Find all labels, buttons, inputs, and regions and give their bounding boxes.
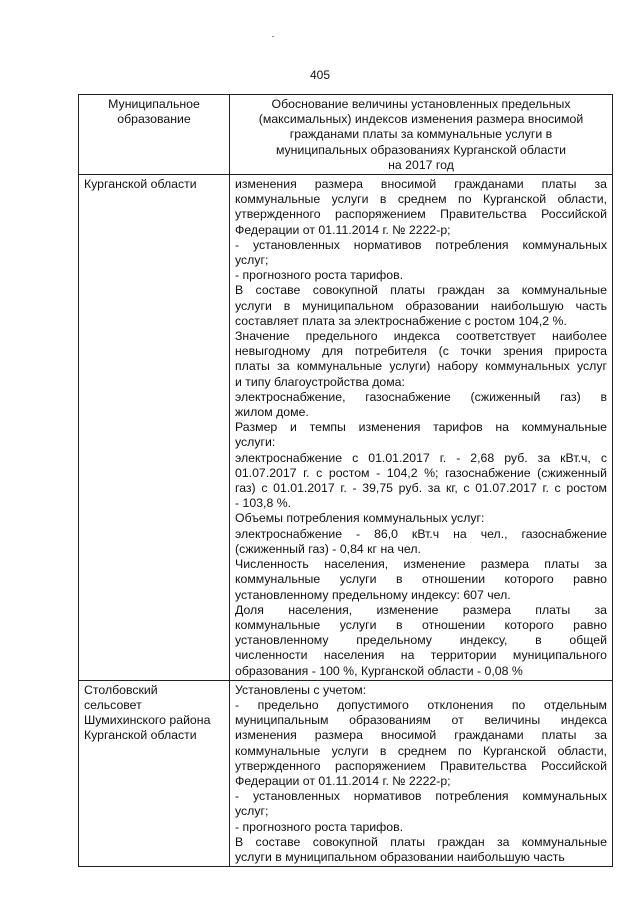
text-line: Численность населения, изменение размера платы за [235,557,607,572]
text-line: изменения размера вносимой гражданами платы за [235,177,607,192]
text-line: услуги: [235,435,276,450]
text-line: - прогнозного роста тарифов. [235,268,404,283]
text-line: газ) с 01.01.2017 г. - 39,75 руб. за кг, с 01.07.2017 г. с ростом [235,481,607,496]
text-line: муниципальных образованиях Курганской области [275,142,567,157]
text-line: 01.07.2017 г. с ростом - 104,2 %; газоснабжение (сжиженный [235,465,607,480]
indices-table [78,94,613,867]
text-line: Размер и темпы изменения тарифов на коммунальные [235,420,607,435]
municipality-cell [79,175,230,681]
justification-cell [230,680,613,866]
text-line: - установленных нормативов потребления коммунальных [235,789,607,804]
text-line: Курганской области [84,728,197,743]
text-line: Шумихинского района [84,713,211,728]
municipality-cell [79,680,230,866]
text-line: коммунальные услуги в отношении которого равно [235,617,607,632]
text-line: составляет плата за электроснабжение с ростом 104,2 %. [235,313,567,328]
text-line: (максимальных) индексов изменения размера вносимой [258,112,584,127]
text-line: образования - 100 %, Курганской области - 0,08 % [235,663,523,678]
text-line: - предельно допустимого отклонения по отдельным [235,697,607,712]
scan-speck [272,36,274,37]
text-line: Установлены с учетом: [235,682,367,697]
text-line: Объемы потребления коммунальных услуг: [235,511,485,526]
text-line: установленному предельному индексу: 607 чел. [235,587,511,602]
text-line: Федерации от 01.11.2014 г. № 2222-р; [235,222,451,237]
text-line: Муниципальное [108,97,200,111]
text-line: утвержденного распоряжением Правительства Российской [235,758,607,773]
table-header-row [79,95,613,175]
table-row [79,680,613,866]
text-line: электроснабжение с 01.01.2017 г. - 2,68 руб. за кВт.ч, с [235,450,607,465]
text-line: электроснабжение, газоснабжение (сжиженный газ) в [235,389,607,404]
text-line: Доля населения, изменение размера платы за [235,602,607,617]
text-line: невыгодному для потребителя (с точки зрения прироста [235,344,607,359]
text-line: жилом доме. [235,405,309,420]
text-line: муниципальным образованиям от величины индекса [235,713,607,728]
text-line: численности населения на территории муниципального [235,648,607,663]
text-line: утвержденного распоряжением Правительства Российской [235,207,607,222]
text-line: Значение предельного индекса соответствует наиболее [235,329,607,344]
text-line: платы за коммунальные услуги) набору коммунальных услуг [235,359,607,374]
text-line: изменения размера вносимой гражданами платы за [235,728,607,743]
text-line: - установленных нормативов потребления коммунальных [235,237,607,252]
text-line: (сжиженный газ) - 0,84 кг на чел. [235,541,421,556]
text-line: - 103,8 %. [235,496,292,511]
text-line: коммунальные услуги в среднем по Курганской области, [235,192,607,207]
text-line: - прогнозного роста тарифов. [235,819,404,834]
text-line: коммунальные услуги в среднем по Курганской области, [235,743,607,758]
text-line: Курганской области [84,177,197,192]
text-line: услуги в муниципальном образовании наибольшую часть [235,849,565,864]
text-line: гражданами платы за коммунальные услуги в [289,127,553,142]
text-line: и типу благоустройства дома: [235,374,405,389]
text-line: В составе совокупной платы граждан за коммунальные [235,834,607,849]
table-row [79,175,613,681]
text-line: установленному предельному индексу, в общей [235,633,607,648]
header-municipality-cell [79,95,230,175]
text-line: Обоснование величины установленных предельных [271,97,571,111]
text-line: Федерации от 01.11.2014 г. № 2222-р; [235,773,451,788]
header-justification-cell [230,95,613,175]
text-line: сельсовет [84,697,142,712]
text-line: образование [117,112,191,127]
text-line: В составе совокупной платы граждан за коммунальные [235,283,607,298]
text-line: Столбовский [84,682,158,697]
text-line: услуг; [235,804,269,819]
page-number: 405 [309,68,331,82]
text-line: услуги в муниципальном образовании наибольшую часть [235,298,607,313]
text-line: коммунальные услуги в отношении которого равно [235,572,607,587]
justification-cell [230,175,613,681]
text-line: на 2017 год [388,157,454,172]
text-line: электроснабжение - 86,0 кВт.ч на чел., газоснабжение [235,526,607,541]
text-line: услуг; [235,253,269,268]
